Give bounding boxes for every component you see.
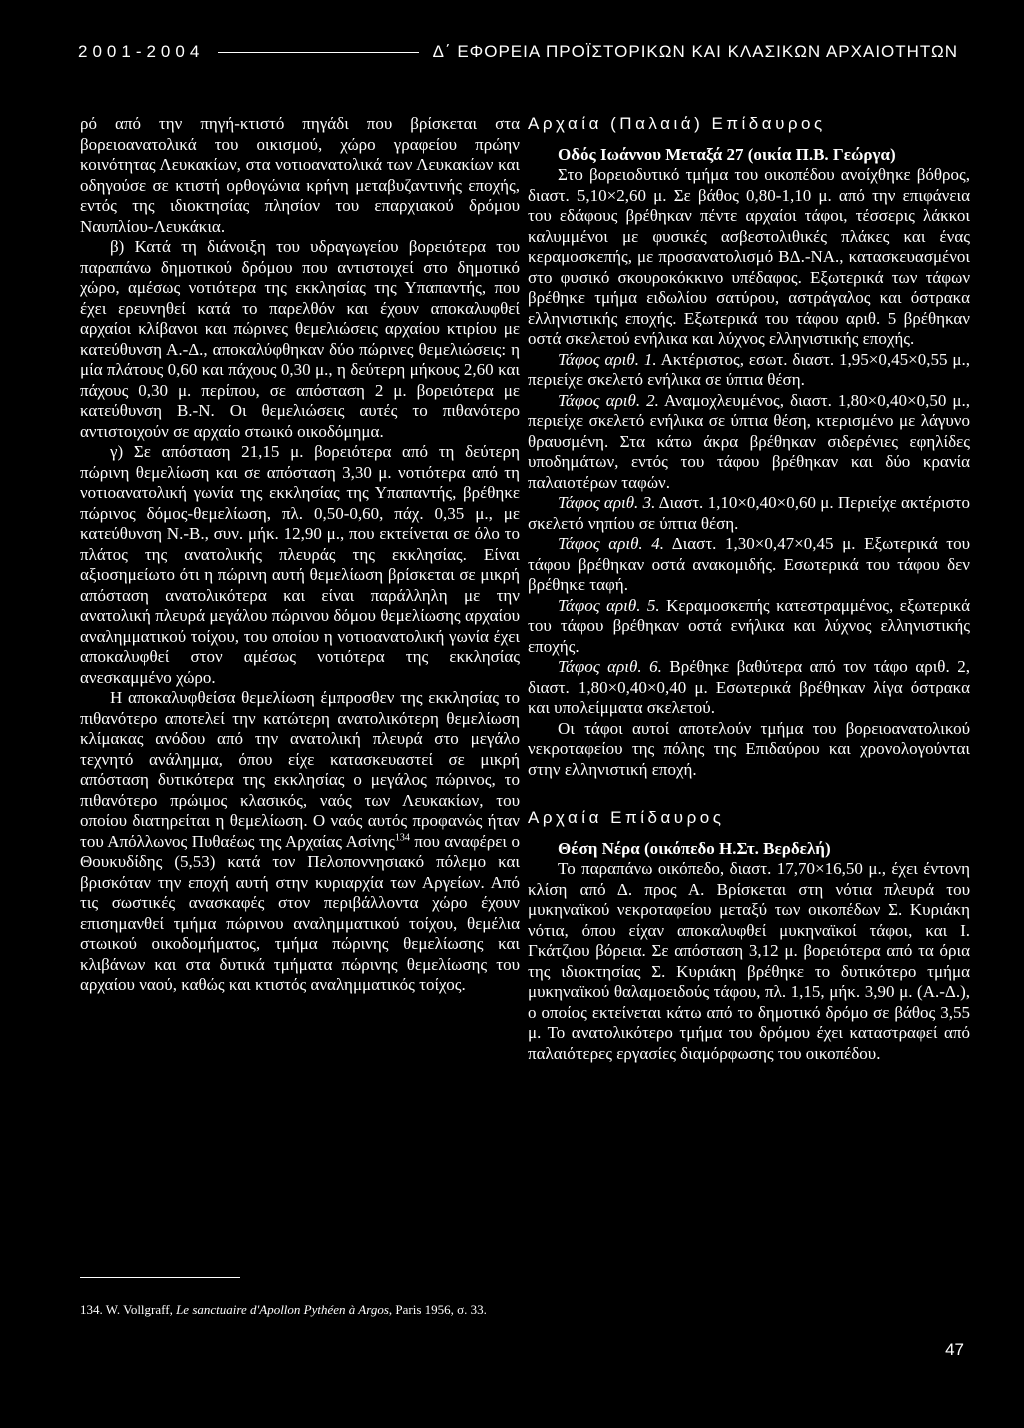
tomb-4 (528, 534, 970, 596)
left-paragraph-2: β) Κατά τη διάνοιξη του υδραγωγείου βορειότερα του παραπάνω δημοτικού δρόμου που αντιστοιχεί στο δημοτικό χώρο, αμέσως νοτιότερα της εκκλησίας της Υπαπαντής, που έχει ερευνηθεί κατά το παρελθόν και έχουν αποκαλυφθεί αρχαίοι κλίβανοι και πώρινες θεμελιώσεις αρχαίου κτιρίου με κατεύθυνση Α.-Δ., αποκαλύφθηκαν δύο πώρινες θεμελιώσεις: η μία πλάτους 0,60 και πάχους 0,30 μ., η δεύτερη μήκους 2,60 και πάχους 0,30 μ. περίπου, σε απόσταση 2 μ. βορειότερα με κατεύθυνση Β.-Ν. Οι θεμελιώσεις αυτές το πιθανότερο αντιστοιχούν σε αρχαίο στωικό οικοδόμημα. (80, 237, 520, 441)
tomb-1-text: Ακτέριστος, εσωτ. διαστ. 1,95×0,45×0,55 μ., περιείχε σκελετό ενήλικα σε ύπτια θέση. (528, 349, 970, 389)
page-number: 47 (945, 1340, 964, 1359)
tomb-2-text: Αναμοχλευμένος, διαστ. 1,80×0,40×0,50 μ., περιείχε σκελετό ενήλικα σε ύπτια θέση, κτερισμένο με λάγυνο θραυσμένη. Στα κάτω άκρα βρέθηκαν σιδερένιες εφηλίδες υποδημάτων, εντός του τάφου βρέθηκαν και δύο κρανία παλαιοτέρων ταφών. (528, 390, 970, 492)
tomb-4-label: Τάφος αριθ. 4. (558, 534, 665, 553)
left-paragraph-4 (80, 688, 520, 996)
tomb-2 (528, 391, 970, 494)
left-paragraph-4b: που αναφέρει ο Θουκυδίδης (5,53) κατά τον Πελοποννησιακό πόλεμο και βρισκόταν την εποχή αυτή στην κυριαρχία των Αργείων. Από τις σωστικές ανασκαφές στον περιβάλλοντα χώρο έχουν επισημανθεί τμήμα πώρινου αναλημματικού τοίχου, θεμέλια στωικού οικοδομήματος, τμήμα πώρινης θεμελίωσης και κλιβάνων και στα δυτικά τμήματα πώρινης θεμελίωσης του αρχαίου ναού, καθώς και κτιστός αναλημματικός τοίχος. (80, 831, 520, 994)
tomb-2-label: Τάφος αριθ. 2. (558, 390, 659, 410)
tomb-5-label: Τάφος αριθ. 5. (558, 595, 660, 615)
footnote-title: Le sanctuaire d'Apollon Pythéen à Argos (176, 1302, 389, 1317)
tomb-5-text: Κεραμοσκεπής κατεστραμμένος, εξωτερικά του τάφου βρέθηκαν οστά ενήλικα και λύχνος ελληνιστικής εποχής. (528, 595, 970, 656)
tomb-6 (528, 657, 970, 719)
tomb-3-text: Διαστ. 1,10×0,40×0,60 μ. Περιείχε ακτέριστο σκελετό νηπίου σε ύπτια θέση. (528, 493, 971, 533)
left-paragraph-3: γ) Σε απόσταση 21,15 μ. βορειότερα από τη δεύτερη πώρινη θεμελίωση και σε απόσταση 3,30 μ. νοτιότερα από τη νοτιοανατολική γωνία της εκκλησίας της Υπαπαντής, βρέθηκε πώρινος δόμος-θεμελίωση, πλ. 0,50-0,60, πάχ. 0,35 μ., με κατεύθυνση Ν.-Β., συν. μήκ. 12,90 μ., που εκτείνεται σε όλο το πλάτος της ανατολικής πλευράς της εκκλησίας. Είναι αξιοσημείωτο ότι η πώρινη αυτή θεμελίωση βρίσκεται σε μικρή απόσταση ανατολικότερα και είναι παράλληλη με την ανατολική πλευρά μεγάλου πώρινου δόμου θεμελίωσης αρχαίου αναλημματικού τοίχου, του οποίου η νοτιοανατολική γωνία έχει αποκαλυφθεί στον αμέσως νοτιότερα της εκκλησίας ανεσκαμμένο χώρο. (80, 442, 520, 687)
left-paragraph-1: ρό από την πηγή-κτιστό πηγάδι που βρίσκεται στα βορειοανατολικά του οικισμού, χώρο γραφείου πρώην κοινότητας Λευκακίων, στα νοτιοανατολικά των Λευκακίων και οδηγούσε σε κτιστή ορθογώνια κρήνη μεταβυζαντινής εποχής, εντός της ιδιοκτησίας πλησίον του επαρχιακού δρόμου Ναυπλίου-Λευκάκια. (80, 114, 520, 236)
location-title-2: Θέση Νέρα (οικόπεδο Η.Στ. Βερδελή) (558, 838, 831, 858)
running-header (78, 38, 958, 66)
section-gap (528, 780, 970, 808)
tomb-6-text: Βρέθηκε βαθύτερα από τον τάφο αριθ. 2, διαστ. 1,80×0,40×0,40 μ. Εσωτερικά βρέθηκαν λίγα όστρακα και υπολείμματα σκελετού. (528, 657, 970, 717)
tomb-3 (528, 493, 970, 534)
footnote-text-b: , Paris 1956, σ. 33. (388, 1302, 487, 1317)
header-years: 2001-2004 (78, 42, 205, 61)
footnote-area (80, 1277, 520, 1318)
header-agency: Δ΄ ΕΦΟΡΕΙΑ ΠΡΟΪΣΤΟΡΙΚΩΝ ΚΑΙ ΚΛΑΣΙΚΩΝ ΑΡΧΑΙΟΤΗΤΩΝ (432, 42, 958, 61)
header-rule (218, 52, 418, 53)
right-paragraph-2: Οι τάφοι αυτοί αποτελούν τμήμα του βορειοανατολικού νεκροταφείου της πόλης της Επιδαύρου και χρονολογούνται στην ελληνιστική εποχή. (528, 718, 970, 779)
section-title-archaia-epidavros: Αρχαία Επίδαυρος (528, 808, 725, 827)
footnote-text-a: 134. W. Vollgraff, (80, 1302, 177, 1317)
location-title-1: Οδός Ιωάννου Μεταξά 27 (οικία Π.Β. Γεώργα) (558, 144, 896, 164)
left-column (80, 114, 520, 996)
right-column (528, 114, 970, 1064)
tomb-1-label: Τάφος αριθ. 1. (558, 349, 657, 369)
tomb-5 (528, 596, 970, 658)
tomb-3-label: Τάφος αριθ. 3. (558, 493, 656, 512)
right-paragraph-3: Το παραπάνω οικόπεδο, διαστ. 17,70×16,50 μ., έχει έντονη κλίση από Δ. προς Α. Βρίσκεται στη νότια πλευρά του μυκηναϊκού νεκροταφείου μεταξύ των οικοπέδων Σ. Κυριάκη νότια, όπου είχαν αποκαλυφθεί μυκηναϊκοί τάφοι, και Ι. Γκάτζιου βόρεια. Σε απόσταση 3,12 μ. βορειότερα από τα όρια της ιδιοκτησίας Σ. Κυριάκη βρέθηκε το δυτικότερο τμήμα μυκηναϊκού θαλαμοειδούς τάφου, πλ. 1,15, μήκ. 3,90 μ. (Α.-Δ.), ο οποίος εκτείνεται κάτω από το δημοτικό δρόμο σε βάθος 3,55 μ. Το ανατολικότερο τμήμα του δρόμου έχει καταστραφεί από παλαιότερες εργασίες διαμόρφωσης του οικοπέδου. (528, 859, 970, 1063)
left-paragraph-4a: Η αποκαλυφθείσα θεμελίωση έμπροσθεν της εκκλησίας το πιθανότερο αποτελεί την κατώτερη ανατολικότερη θεμελίωση κλίμακας ανόδου από την ανατολική πλευρά στο μεγάλο τεχνητό ανάλημμα, όπου είχε κατασκευαστεί σε μικρή απόσταση δυτικότερα της εκκλησίας ο μεγάλος πώρινος, το πιθανότερο πρώιμος κλασικός, ναός των Λευκακίων, του οποίου διατηρείται η θεμελίωση. Ο ναός αυτός προφανώς ήταν του Απόλλωνος Πυθαέως της Αρχαίας Ασίνης (80, 688, 520, 851)
footnote (80, 1302, 520, 1318)
tomb-1 (528, 350, 970, 391)
footnote-rule (80, 1277, 240, 1278)
tomb-6-label: Τάφος αριθ. 6. (558, 657, 662, 676)
right-paragraph-1: Στο βορειοδυτικό τμήμα του οικοπέδου ανοίχθηκε βόθρος, διαστ. 5,10×2,60 μ. Σε βάθος 0,80-1,10 μ. από την επιφάνεια του εδάφους βρέθηκαν πέντε αρχαίοι τάφοι, τέσσερις λάκκοι καλυμμένοι με φυσικές ασβεστολιθικές πλάκες και ένας κεραμοσκεπής, με προσανατολισμό ΒΔ.-ΝΑ., κατασκευασμένοι στο φυσικό σκουροκόκκινο υπέδαφος. Εξωτερικά των τάφων βρέθηκε τμήμα ειδωλίου σατύρου, αστράγαλος και όστρακα ελληνιστικής εποχής. Εξωτερικά του τάφου αριθ. 5 βρέθηκαν οστά σκελετού ενήλικα και λύχνος ελληνιστικής εποχής. (528, 165, 970, 348)
footnote-ref: 134 (394, 831, 410, 843)
section-title-palaia-epidavros: Αρχαία (Παλαιά) Επίδαυρος (528, 114, 826, 133)
tomb-4-text: Διαστ. 1,30×0,47×0,45 μ. Εξωτερικά του τάφου βρέθηκαν οστά ανακομιδής. Εσωτερικά του τάφου δεν βρέθηκε ταφή. (528, 534, 970, 594)
